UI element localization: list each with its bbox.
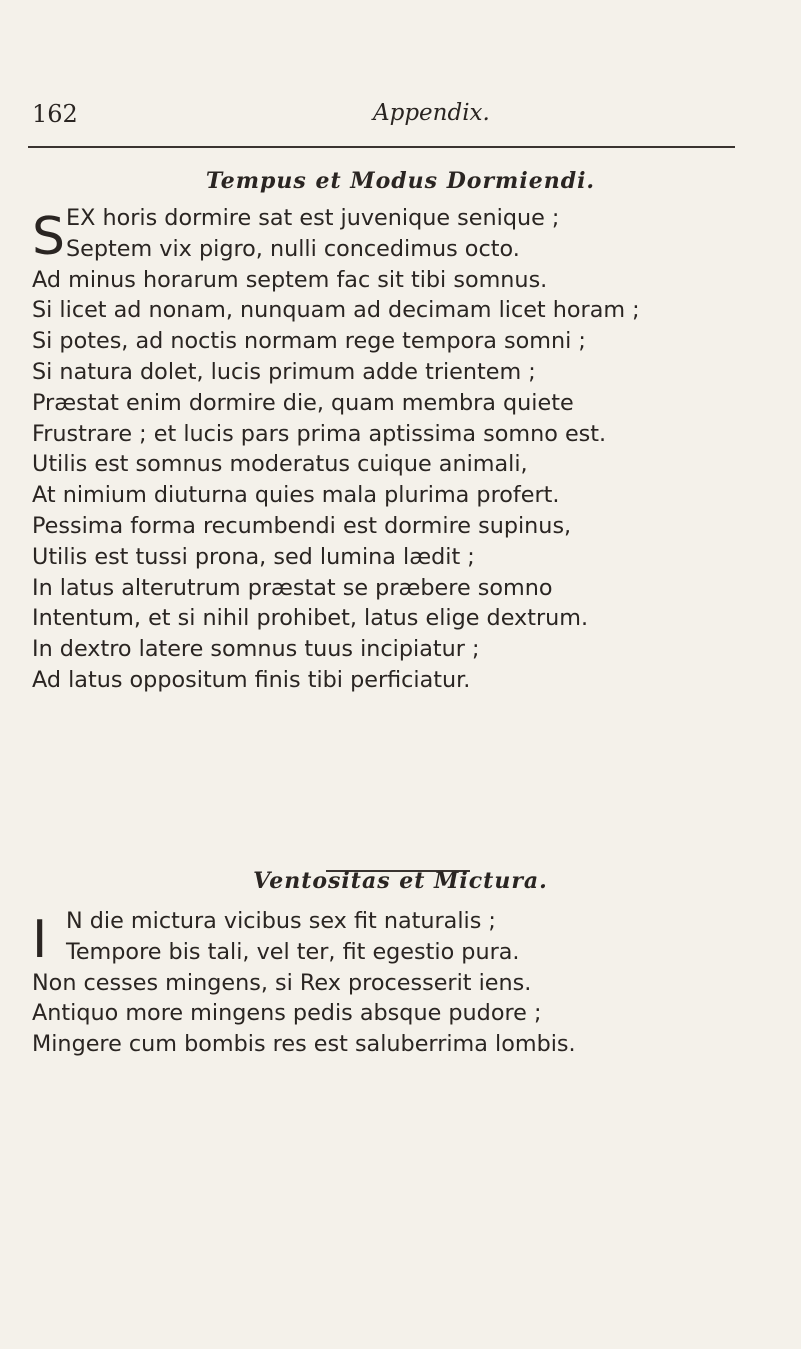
drop-cap: S — [32, 207, 66, 267]
verse-line: Intentum, et si nihil prohibet, latus elige dextrum. — [32, 605, 589, 632]
verse-line: Non cesses mingens, si Rex processerit iens. — [32, 969, 532, 996]
section-heading-sleep: Tempus et Modus Dormiendi. — [205, 168, 596, 194]
verse-line: EX horis dormire sat est juvenique senique ; — [66, 205, 560, 231]
verse-line: Utilis est somnus moderatus cuique animali, — [32, 451, 528, 478]
verse-line: Septem vix pigro, nulli concedimus octo. — [66, 235, 520, 262]
running-head — [32, 100, 732, 134]
verse-block-sleep — [32, 203, 777, 696]
verse-line: Si potes, ad noctis normam rege tempora somni ; — [32, 328, 586, 355]
verse-line: In dextro latere somnus tuus incipiatur ; — [32, 636, 480, 663]
verse-line: N die mictura vicibus sex fit naturalis ; — [66, 908, 496, 934]
verse-line: Ad minus horarum septem fac sit tibi somnus. — [32, 266, 548, 293]
verse-line: Si natura dolet, lucis primum adde trientem ; — [32, 358, 536, 385]
page-number: 162 — [32, 100, 78, 128]
section-heading-mictura: Ventositas et Mictura. — [253, 868, 548, 894]
running-title: Appendix. — [373, 100, 490, 126]
verse-line: Tempore bis tali, vel ter, fit egestio pura. — [66, 938, 520, 965]
verse-line: Si licet ad nonam, nunquam ad decimam licet horam ; — [32, 297, 640, 324]
verse-line: At nimium diuturna quies mala plurima profert. — [32, 482, 560, 509]
header-rule — [28, 146, 735, 148]
verse-line: Præstat enim dormire die, quam membra quiete — [32, 389, 574, 416]
verse-line: Frustrare ; et lucis pars prima aptissima somno est. — [32, 420, 607, 447]
verse-line: Utilis est tussi prona, sed lumina lædit ; — [32, 543, 475, 570]
drop-cap: I — [32, 910, 48, 970]
verse-line: Antiquo more mingens pedis absque pudore ; — [32, 1000, 542, 1027]
verse-line: Pessima forma recumbendi est dormire supinus, — [32, 512, 572, 539]
verse-line: Mingere cum bombis res est saluberrima lombis. — [32, 1031, 576, 1058]
verse-line: In latus alterutrum præstat se præbere somno — [32, 574, 553, 601]
verse-block-mictura — [32, 906, 777, 1060]
verse-line: Ad latus oppositum finis tibi perficiatur. — [32, 666, 471, 693]
